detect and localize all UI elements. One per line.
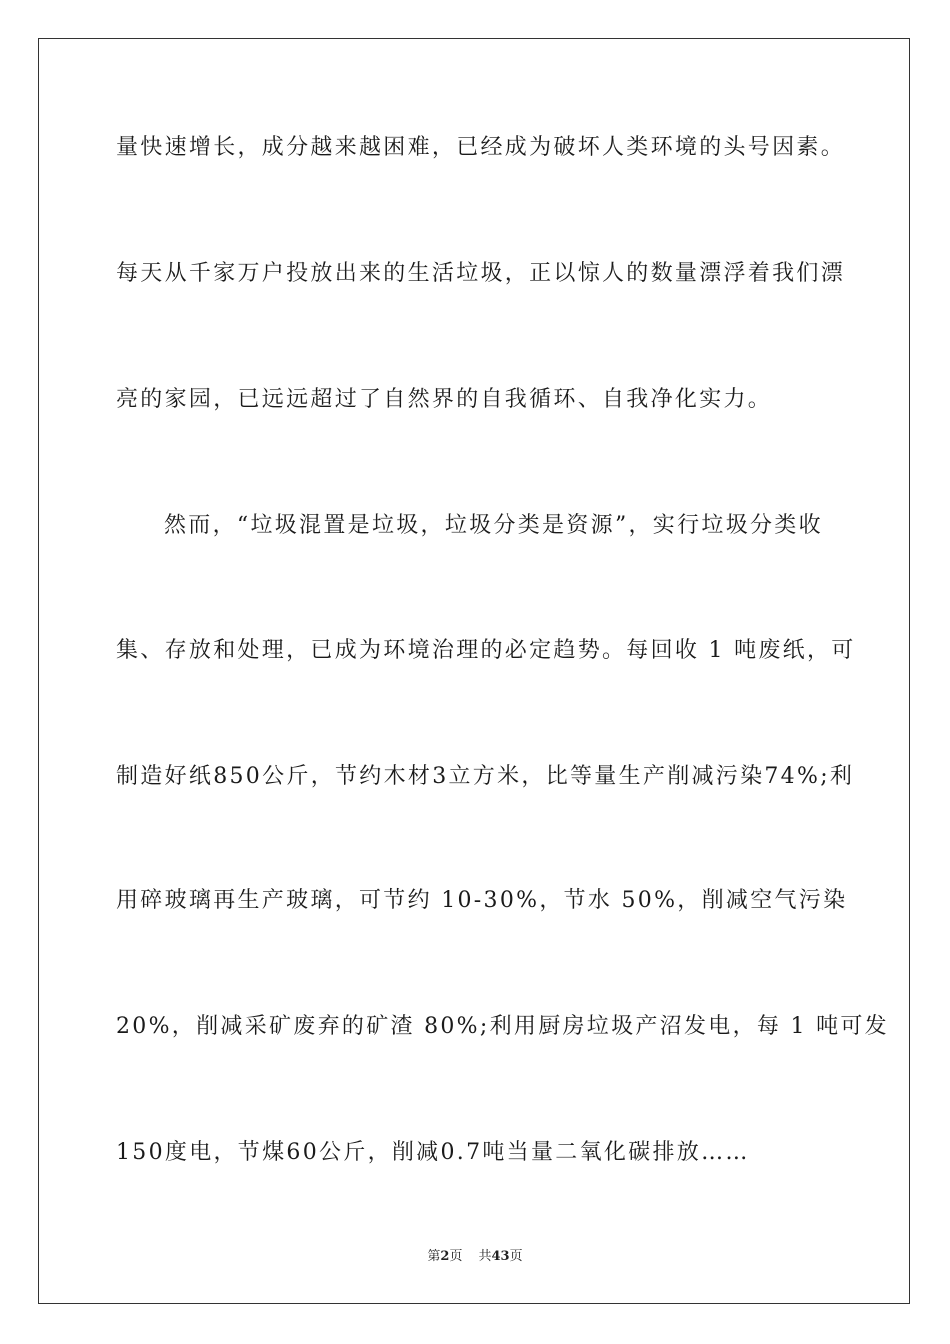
paragraph-line-4: 然而，“垃圾混置是垃圾，垃圾分类是资源”，实行垃圾分类收 <box>164 513 823 538</box>
paragraph-line-1: 量快速增长，成分越来越困难，已经成为破坏人类环境的头号因素。 <box>116 135 846 160</box>
total-label-unit: 页 <box>509 1249 523 1264</box>
paragraph-line-2: 每天从千家万户投放出来的生活垃圾，正以惊人的数量漂浮着我们漂 <box>116 261 846 286</box>
page-border <box>38 38 910 1304</box>
paragraph-line-8: 20%，削减采矿废弃的矿渣 80%;利用厨房垃圾产沼发电，每 1 吨可发 <box>116 1014 889 1039</box>
page-footer <box>0 1248 950 1266</box>
paragraph-line-7: 用碎玻璃再生产玻璃，可节约 10-30%，节水 50%，削减空气污染 <box>116 888 848 913</box>
total-page-count: 43 <box>491 1249 510 1264</box>
page-label-prefix: 第 <box>427 1249 441 1264</box>
total-label-prefix: 共 <box>478 1249 492 1264</box>
paragraph-line-5: 集、存放和处理，已成为环境治理的必定趋势。每回收 1 吨废纸，可 <box>116 638 856 663</box>
paragraph-line-6: 制造好纸850公斤，节约木材3立方米，比等量生产削减污染74%;利 <box>116 764 855 789</box>
current-page-number: 2 <box>440 1249 450 1264</box>
paragraph-line-3: 亮的家园，已远远超过了自然界的自我循环、自我净化实力。 <box>116 387 773 412</box>
paragraph-line-9: 150度电，节煤60公斤，削减0.7吨当量二氧化碳排放…… <box>116 1140 750 1165</box>
page-label-unit: 页 <box>449 1249 463 1264</box>
